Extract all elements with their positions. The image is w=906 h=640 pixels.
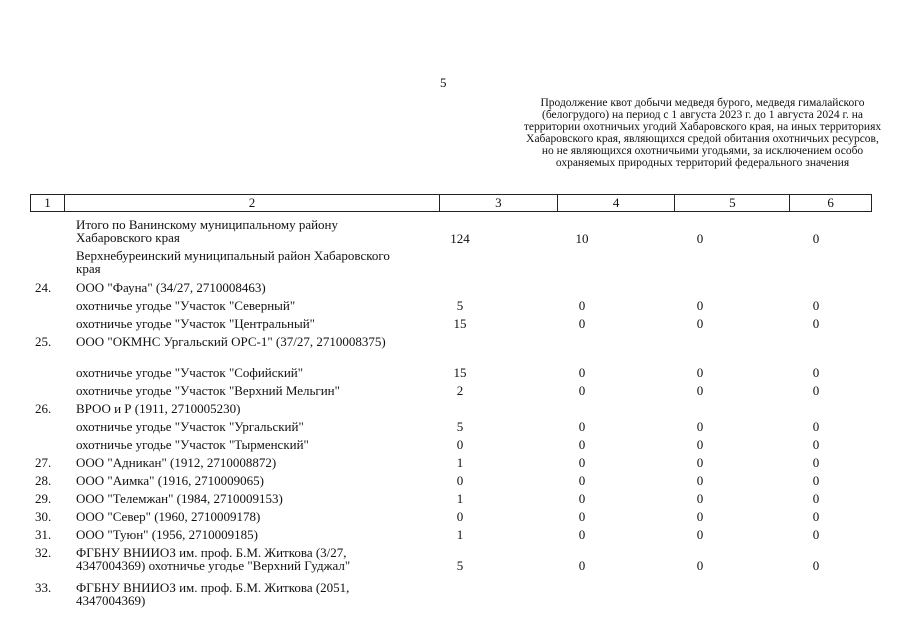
table-row [30,438,872,456]
row-value-col5: 0 [696,473,704,488]
table-heading: Продолжение квот добычи медведя бурого, медведя гималайского (белогрудого) на период с 1 августа 2023 г. до 1 августа 2024 г. на территории охотничьих угодий Хабаровского края, на иных территориях Хабаровского края, являющихся средой обитания охотничьих ресурсов, но не являющихся охотничьими угодьями, за исключением особо охраняемых природных территорий федерального значения [523,97,882,169]
table-row [30,581,872,611]
table-row [30,218,872,249]
column-header-6: 6 [827,195,834,210]
row-value-col3: 1 [456,455,464,470]
column-header-2: 2 [65,195,440,211]
row-name: охотничье угодье "Участок "Тырменский" [76,437,309,452]
row-name: ООО "Север" (1960, 2710009178) [76,509,261,524]
row-value-col6: 0 [812,231,820,246]
row-number: 29. [35,491,52,506]
row-value-col3: 0 [456,509,464,524]
table-row [30,335,872,366]
row-value-col6: 0 [812,419,820,434]
table-row [30,420,872,438]
row-value-col3: 124 [450,231,470,246]
table-row [30,456,872,474]
row-name: ООО "Аимка" (1916, 2710009065) [76,473,264,488]
row-number: 32. [35,545,52,560]
row-number: 24. [35,280,52,295]
row-name: охотничье угодье "Участок "Верхний Мельгин" [76,383,340,398]
row-name: ООО "Адникан" (1912, 2710008872) [76,455,277,470]
row-value-col6: 0 [812,558,820,573]
row-value-col4: 0 [578,491,586,506]
row-value-col4: 0 [578,509,586,524]
table-row [30,528,872,546]
row-value-col5: 0 [696,383,704,398]
column-header-3: 3 [440,195,558,211]
row-value-col3: 2 [456,383,464,398]
row-value-col3: 15 [453,365,467,380]
row-name: ООО "Телемжан" (1984, 2710009153) [76,491,283,506]
row-name: охотничье угодье "Участок "Софийский" [76,365,304,380]
row-value-col5: 0 [696,527,704,542]
row-value-col5: 0 [696,437,704,452]
row-name: ООО "Туюн" (1956, 2710009185) [76,527,258,542]
row-value-col5: 0 [696,316,704,331]
row-number: 26. [35,401,52,416]
row-value-col3: 0 [456,437,464,452]
table-row [30,474,872,492]
row-value-col6: 0 [812,298,820,313]
row-number: 27. [35,455,52,470]
row-number: 31. [35,527,52,542]
column-header-4: 4 [558,195,676,211]
row-name: охотничье угодье "Участок "Центральный" [76,316,315,331]
row-value-col6: 0 [812,316,820,331]
column-number-header [30,194,872,212]
row-name: ФГБНУ ВНИИОЗ им. проф. Б.М. Житкова (2051, 4347004369) [76,580,350,608]
page-number: 5 [440,75,447,90]
row-value-col5: 0 [696,491,704,506]
row-value-col5: 0 [696,419,704,434]
row-number: 30. [35,509,52,524]
row-value-col4: 0 [578,298,586,313]
row-value-col4: 0 [578,365,586,380]
row-value-col4: 0 [578,455,586,470]
table-row [30,402,872,420]
row-value-col3: 0 [456,473,464,488]
row-name: ФГБНУ ВНИИОЗ им. проф. Б.М. Житкова (3/27, 4347004369) охотничье угодье "Верхний Гуджал" [76,545,351,573]
row-name: ВРОО и Р (1911, 2710005230) [76,401,241,416]
row-value-col3: 5 [456,419,464,434]
table-row [30,299,872,317]
column-header-5: 5 [675,195,790,211]
row-value-col4: 0 [578,437,586,452]
row-value-col3: 15 [453,316,467,331]
row-value-col5: 0 [696,455,704,470]
table-row [30,281,872,299]
table-row [30,546,872,581]
row-value-col6: 0 [812,527,820,542]
row-value-col6: 0 [812,491,820,506]
row-value-col3: 5 [456,558,464,573]
row-value-col4: 0 [578,419,586,434]
row-value-col5: 0 [696,365,704,380]
row-value-col4: 0 [578,473,586,488]
table-row [30,492,872,510]
row-value-col5: 0 [696,231,704,246]
table-row [30,510,872,528]
row-value-col5: 0 [696,558,704,573]
row-name: охотничье угодье "Участок "Ургальский" [76,419,304,434]
row-value-col3: 1 [456,491,464,506]
row-value-col5: 0 [696,298,704,313]
row-value-col4: 10 [575,231,589,246]
row-value-col3: 1 [456,527,464,542]
row-name: ООО "Фауна" (34/27, 2710008463) [76,280,266,295]
row-name: Верхнебуреинский муниципальный район Хабаровского края [76,248,390,276]
row-value-col6: 0 [812,473,820,488]
row-value-col6: 0 [812,509,820,524]
row-name: Итого по Ванинскому муниципальному району Хабаровского края [76,217,339,245]
row-name: ООО "ОКМНС Ургальский ОРС-1" (37/27, 2710008375) [76,334,386,349]
row-value-col6: 0 [812,383,820,398]
row-value-col4: 0 [578,316,586,331]
table-row [30,249,872,281]
table-row [30,366,872,384]
row-number: 28. [35,473,52,488]
quota-table-body [30,218,872,611]
table-row [30,384,872,402]
row-name: охотничье угодье "Участок "Северный" [76,298,296,313]
row-value-col4: 0 [578,558,586,573]
column-header-1: 1 [31,195,65,211]
row-number: 25. [35,334,52,349]
row-value-col3: 5 [456,298,464,313]
row-value-col6: 0 [812,437,820,452]
table-row [30,317,872,335]
row-value-col6: 0 [812,365,820,380]
row-value-col4: 0 [578,383,586,398]
row-value-col5: 0 [696,509,704,524]
row-value-col4: 0 [578,527,586,542]
row-value-col6: 0 [812,455,820,470]
row-number: 33. [35,580,52,595]
